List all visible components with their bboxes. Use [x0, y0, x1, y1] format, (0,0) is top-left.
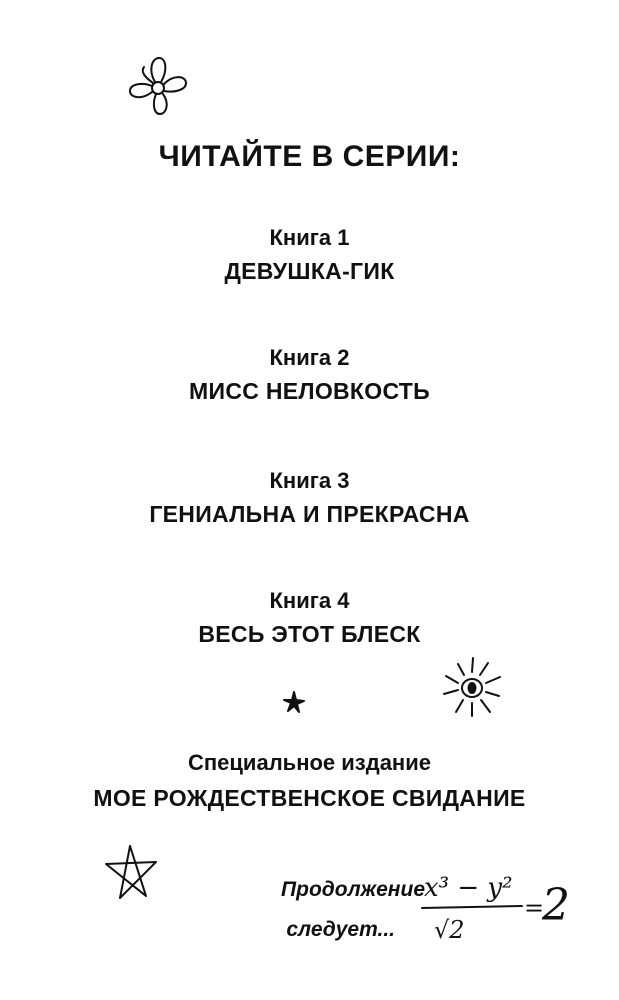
- book-entry-1: [0, 222, 619, 288]
- sun-icon: [436, 652, 508, 722]
- series-heading: ЧИТАЙТЕ В СЕРИИ:: [158, 140, 461, 173]
- special-edition-label: Специальное издание: [188, 750, 431, 775]
- formula-equals: =: [524, 894, 545, 922]
- continuation-note: [175, 870, 425, 950]
- formula-denominator: √2: [434, 916, 465, 944]
- book-number: Книга 2: [269, 345, 350, 370]
- formula-numerator: x³ − y²: [424, 873, 513, 903]
- book-entry-3: [0, 465, 619, 531]
- formula-result: 2: [542, 880, 570, 931]
- small-star-icon: [282, 690, 306, 714]
- book-title: ВЕСЬ ЭТОТ БЛЕСК: [198, 621, 421, 647]
- continuation-line-1: Продолжение: [281, 878, 425, 901]
- book-title: ДЕВУШКА-ГИК: [224, 258, 395, 284]
- special-edition-title: МОЕ РОЖДЕСТВЕНСКОЕ СВИДАНИЕ: [93, 785, 526, 811]
- book-number: Книга 3: [269, 468, 350, 493]
- book-title: МИСС НЕЛОВКОСТЬ: [189, 378, 430, 404]
- pentagram-star-icon: [100, 840, 164, 904]
- flower-icon: [122, 52, 194, 122]
- book-entry-2: [0, 342, 619, 408]
- book-title: ГЕНИАЛЬНА И ПРЕКРАСНА: [149, 501, 470, 527]
- book-number: Книга 1: [269, 225, 350, 250]
- book-entry-4: [0, 585, 619, 651]
- continuation-line-2: следует...: [286, 918, 395, 941]
- special-edition: [0, 746, 619, 816]
- handwritten-formula: [414, 858, 594, 948]
- book-number: Книга 4: [269, 588, 350, 613]
